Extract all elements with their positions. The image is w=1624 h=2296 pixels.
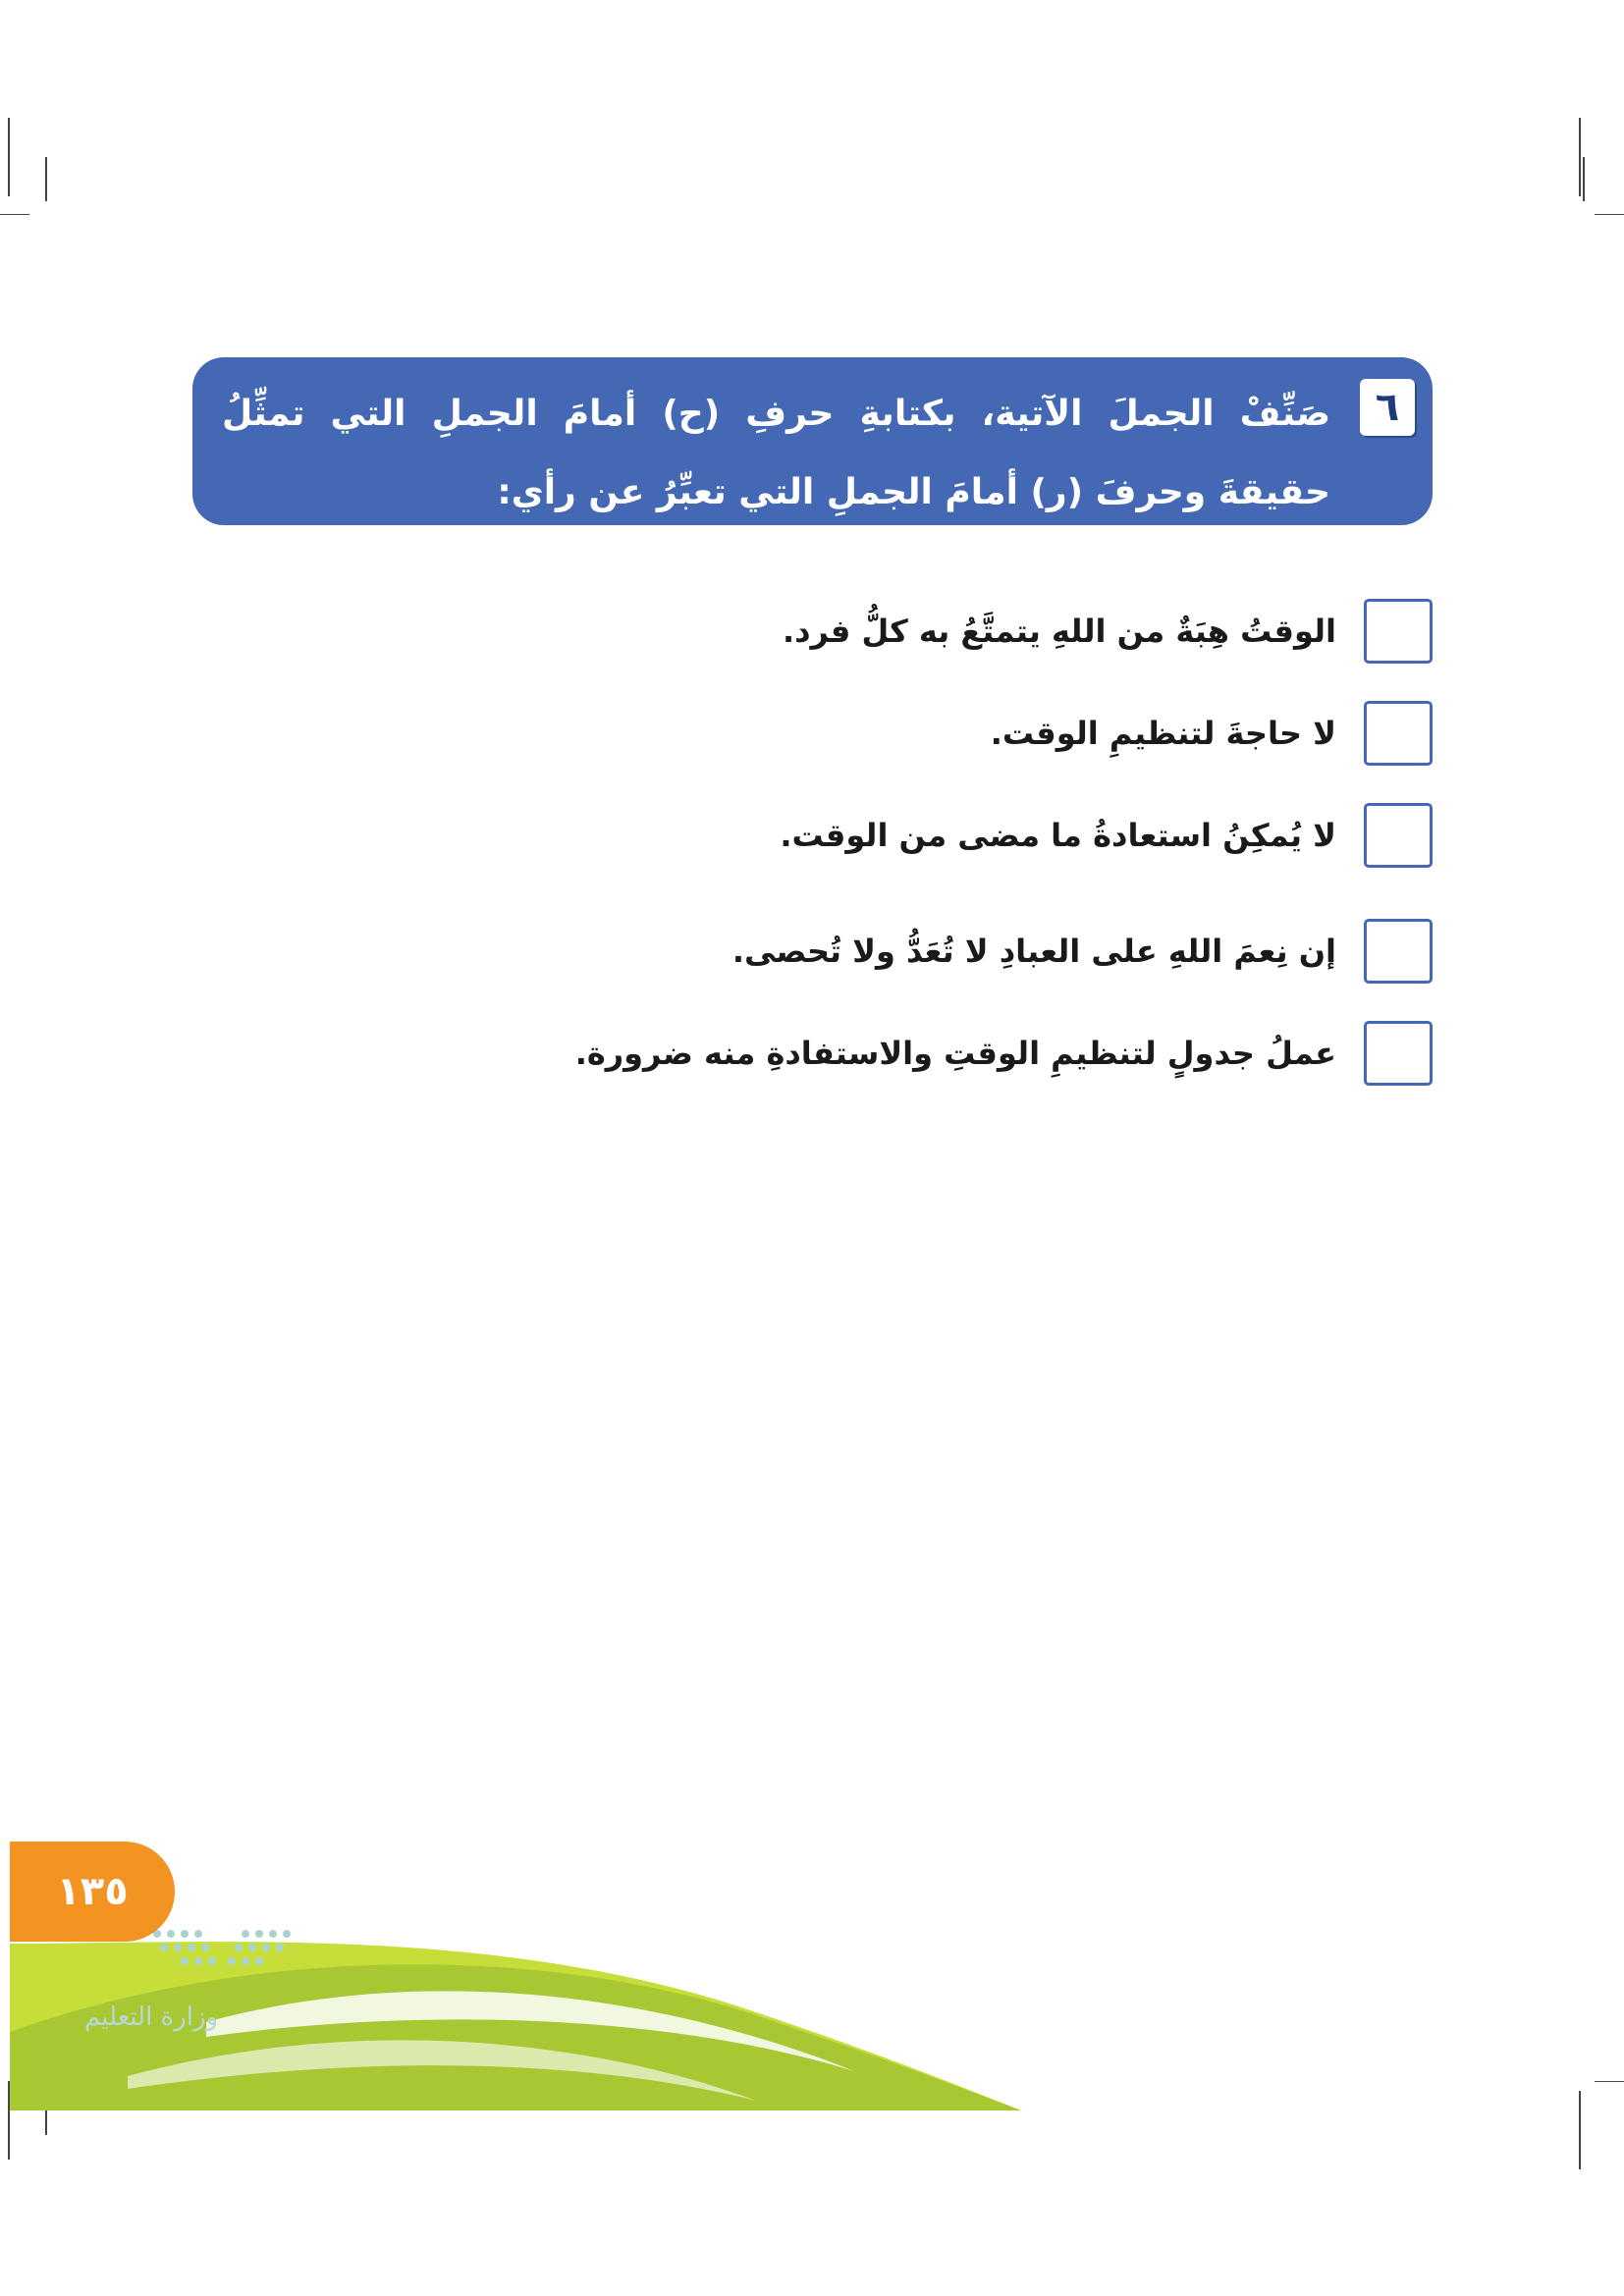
crop-mark bbox=[0, 214, 29, 215]
crop-mark bbox=[1595, 2081, 1624, 2082]
statement-text: لا يُمكِنُ استعادةُ ما مضى من الوقت. bbox=[780, 817, 1336, 854]
ministry-logo-text: وزارة التعليم bbox=[84, 2002, 219, 2032]
statement-row bbox=[783, 597, 1433, 666]
instruction-banner bbox=[192, 357, 1433, 525]
question-number: ٦ bbox=[1360, 379, 1415, 436]
crop-mark bbox=[1579, 2091, 1581, 2169]
crop-mark bbox=[1595, 214, 1624, 215]
statement-text: عملُ جدولٍ لتنظيمِ الوقتِ والاستفادةِ منه ضرورة. bbox=[574, 1035, 1336, 1072]
crop-mark bbox=[45, 157, 47, 201]
statement-row bbox=[991, 699, 1433, 768]
answer-box[interactable] bbox=[1364, 919, 1433, 984]
answer-box[interactable] bbox=[1364, 701, 1433, 766]
page-number: ١٣٥ bbox=[10, 1842, 175, 1942]
question-instruction: صَنِّفْ الجملَ الآتية، بكتابةِ حرفِ (ح) أمامَ الجملِ التي تمثِّلُ حقيقةَ وحرفَ (ر) أمامَ الجملِ التي تعبِّرُ عن رأي: bbox=[222, 394, 1330, 512]
statement-text: إن نِعمَ اللهِ على العبادِ لا تُعَدُّ ولا تُحصى. bbox=[731, 933, 1336, 970]
statement-text: لا حاجةَ لتنظيمِ الوقت. bbox=[990, 715, 1336, 752]
crop-mark bbox=[8, 118, 10, 196]
statement-row bbox=[575, 1019, 1433, 1088]
statement-text: الوقتُ هِبَةٌ من اللهِ يتمتَّعُ به كلُّ فرد. bbox=[782, 613, 1336, 650]
answer-box[interactable] bbox=[1364, 599, 1433, 664]
statement-row bbox=[732, 917, 1433, 986]
crop-mark bbox=[1583, 157, 1585, 201]
statement-row bbox=[780, 801, 1433, 870]
answer-box[interactable] bbox=[1364, 803, 1433, 868]
crop-mark bbox=[1579, 118, 1581, 196]
answer-box[interactable] bbox=[1364, 1021, 1433, 1086]
